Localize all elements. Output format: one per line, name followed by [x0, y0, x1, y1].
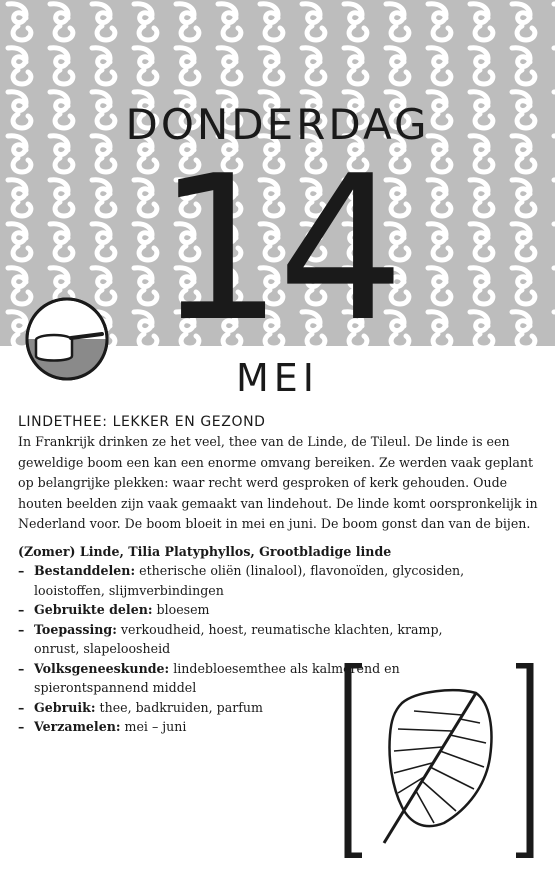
property-value: lindebloesemthee als kalmerend en spierontspannend middel [34, 660, 400, 695]
property-item: – Bestanddelen: etherische oliën (linalool), flavonoïden, glycosiden, looistoffen, slijmverbindingen [18, 563, 465, 598]
property-value: verkoudheid, hoest, reumatische klachten, kramp, onrust, slapeloosheid [34, 621, 443, 656]
property-value: mei – juni [120, 719, 187, 734]
property-label: Verzamelen: [34, 719, 121, 734]
article-body: In Frankrijk drinken ze het veel, thee van de Linde, de Tileul. De linde is een geweldige boom een kan een enorme omvang bereiken. Ze werden vaak geplant op belangrijke plekken: waar recht werd gesproken of kerk gehouden. Oude houten beelden zijn vaak gemaakt van lindehout. De linde komt oorspronkelijk in Nederland voor. De boom bloeit in mei en juni. De boom gonst dan van de bijen. [18, 434, 538, 531]
calendar-header [0, 0, 555, 346]
leaf-icon [344, 663, 534, 858]
property-item: – Gebruikte delen: bloesem [18, 602, 210, 617]
property-item: – Verzamelen: mei – juni [18, 719, 187, 734]
property-value: bloesem [152, 602, 210, 617]
property-item: – Volksgeneeskunde: lindebloesemthee als kalmerend en spierontspannend middel [18, 660, 400, 695]
property-item: – Gebruik: thee, badkruiden, parfum [18, 699, 263, 715]
property-item: – Toepassing: verkoudheid, hoest, reumatische klachten, kramp, onrust, slapeloosheid [18, 621, 443, 656]
property-value: etherische oliën (linalool), flavonoïden, glycosiden, looistoffen, slijmverbindingen [34, 563, 465, 598]
weekday-label: DONDERDAG [125, 100, 430, 149]
property-label: Gebruik: [34, 699, 96, 715]
article-title: LINDETHEE: LEKKER EN GEZOND [18, 414, 266, 430]
property-label: Bestanddelen: [34, 563, 136, 578]
property-label: Volksgeneeskunde: [34, 660, 170, 676]
day-number: 14 [156, 133, 399, 346]
property-label: Gebruikte delen: [34, 602, 153, 617]
property-label: Toepassing: [34, 621, 117, 637]
property-value: thee, badkruiden, parfum [95, 699, 263, 715]
plant-heading: (Zomer) Linde, Tilia Platyphyllos, Grootbladige linde [18, 544, 392, 559]
month-label: MEI [235, 356, 319, 400]
